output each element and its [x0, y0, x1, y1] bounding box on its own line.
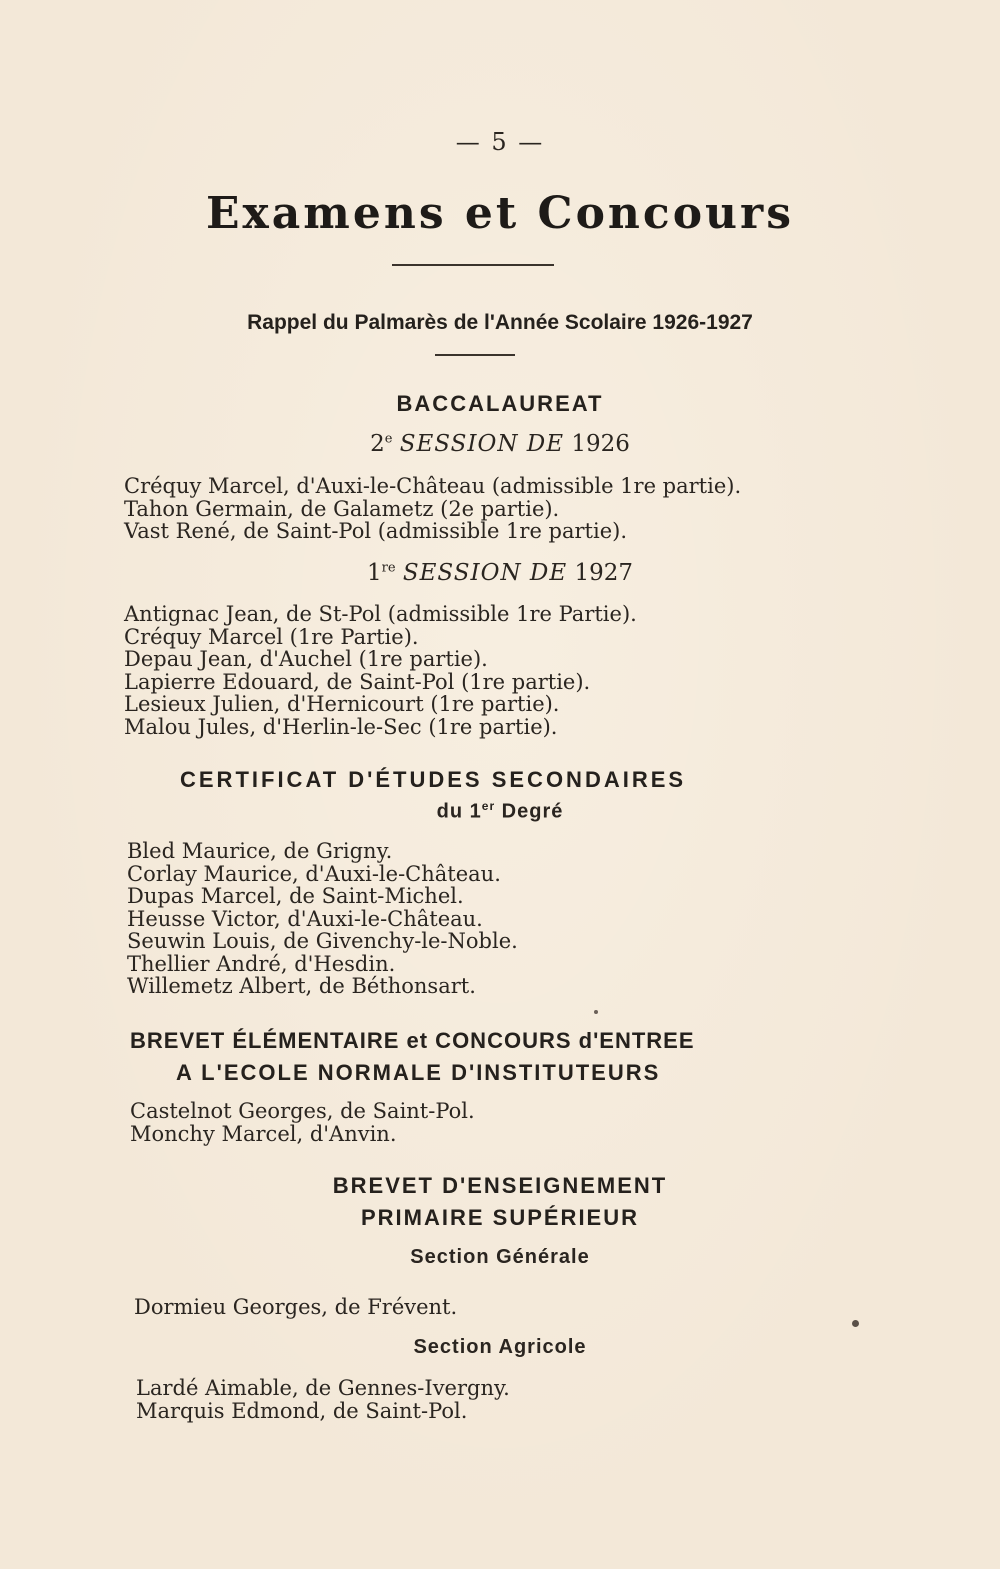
list-item: Lapierre Edouard, de Saint-Pol (1re partie). — [124, 669, 591, 694]
list-item: Seuwin Louis, de Givenchy-le-Noble. — [127, 929, 518, 953]
list-item: Dormieu Georges, de Frévent. — [134, 1295, 458, 1319]
page-title: Examens et Concours — [206, 188, 794, 239]
session-1926-list — [124, 475, 741, 543]
brevet-elementaire-heading-1: BREVET ÉLÉMENTAIRE et CONCOURS d'ENTREE — [130, 1028, 695, 1053]
ink-speck — [852, 1320, 859, 1327]
list-item: Willemetz Albert, de Béthonsart. — [127, 974, 476, 998]
certificat-list — [127, 840, 518, 998]
title-underline — [392, 264, 554, 266]
list-item: Castelnot Georges, de Saint-Pol. — [130, 1099, 475, 1123]
list-item: Monchy Marcel, d'Anvin. — [130, 1121, 397, 1146]
certificat-heading: CERTIFICAT D'ÉTUDES SECONDAIRES — [180, 767, 687, 792]
section-generale-heading: Section Générale — [410, 1246, 590, 1268]
list-item: Lardé Aimable, de Gennes-Ivergny. — [136, 1376, 510, 1400]
list-item: Tahon Germain, de Galametz (2e partie). — [124, 496, 560, 521]
list-item: Créquy Marcel (1re Partie). — [124, 624, 419, 649]
subtitle-divider — [435, 354, 515, 356]
list-item: Marquis Edmond, de Saint-Pol. — [136, 1398, 468, 1423]
ink-speck — [594, 1010, 598, 1014]
brevet-elementaire-heading-2: A L'ECOLE NORMALE D'INSTITUTEURS — [176, 1060, 661, 1085]
brevet-superieur-heading-2: PRIMAIRE SUPÉRIEUR — [360, 1205, 640, 1230]
section-agricole-list — [136, 1377, 510, 1422]
list-item: Vast René, de Saint-Pol (admissible 1re partie). — [124, 519, 628, 543]
subtitle: Rappel du Palmarès de l'Année Scolaire 1926-1927 — [247, 311, 753, 334]
list-item: Malou Jules, d'Herlin-le-Sec (1re partie). — [124, 714, 558, 739]
list-item: Lesieux Julien, d'Hernicourt (1re partie). — [124, 692, 560, 716]
list-item: Créquy Marcel, d'Auxi-le-Château (admissible 1re partie). — [124, 474, 742, 498]
list-item: Antignac Jean, de St-Pol (admissible 1re Partie). — [124, 602, 637, 626]
list-item: Bled Maurice, de Grigny. — [127, 839, 393, 863]
list-item: Corlay Maurice, d'Auxi-le-Château. — [127, 861, 501, 886]
certificat-degree: du 1er Degré — [436, 799, 564, 823]
brevet-elementaire-list — [130, 1100, 475, 1145]
list-item: Heusse Victor, d'Auxi-le-Château. — [127, 906, 483, 931]
session-1926-heading: 2e SESSION DE 1926 — [370, 431, 630, 457]
page-number: — 5 — — [455, 128, 545, 156]
list-item: Depau Jean, d'Auchel (1re partie). — [124, 647, 488, 671]
section-generale-list — [134, 1296, 457, 1319]
session-1927-heading: 1re SESSION DE 1927 — [367, 560, 633, 586]
section-agricole-heading: Section Agricole — [413, 1336, 587, 1358]
list-item: Thellier André, d'Hesdin. — [127, 951, 396, 976]
baccalaureat-heading: BACCALAUREAT — [396, 391, 604, 416]
session-1927-list — [124, 603, 637, 738]
list-item: Dupas Marcel, de Saint-Michel. — [127, 884, 464, 908]
brevet-superieur-heading-1: BREVET D'ENSEIGNEMENT — [332, 1173, 668, 1198]
